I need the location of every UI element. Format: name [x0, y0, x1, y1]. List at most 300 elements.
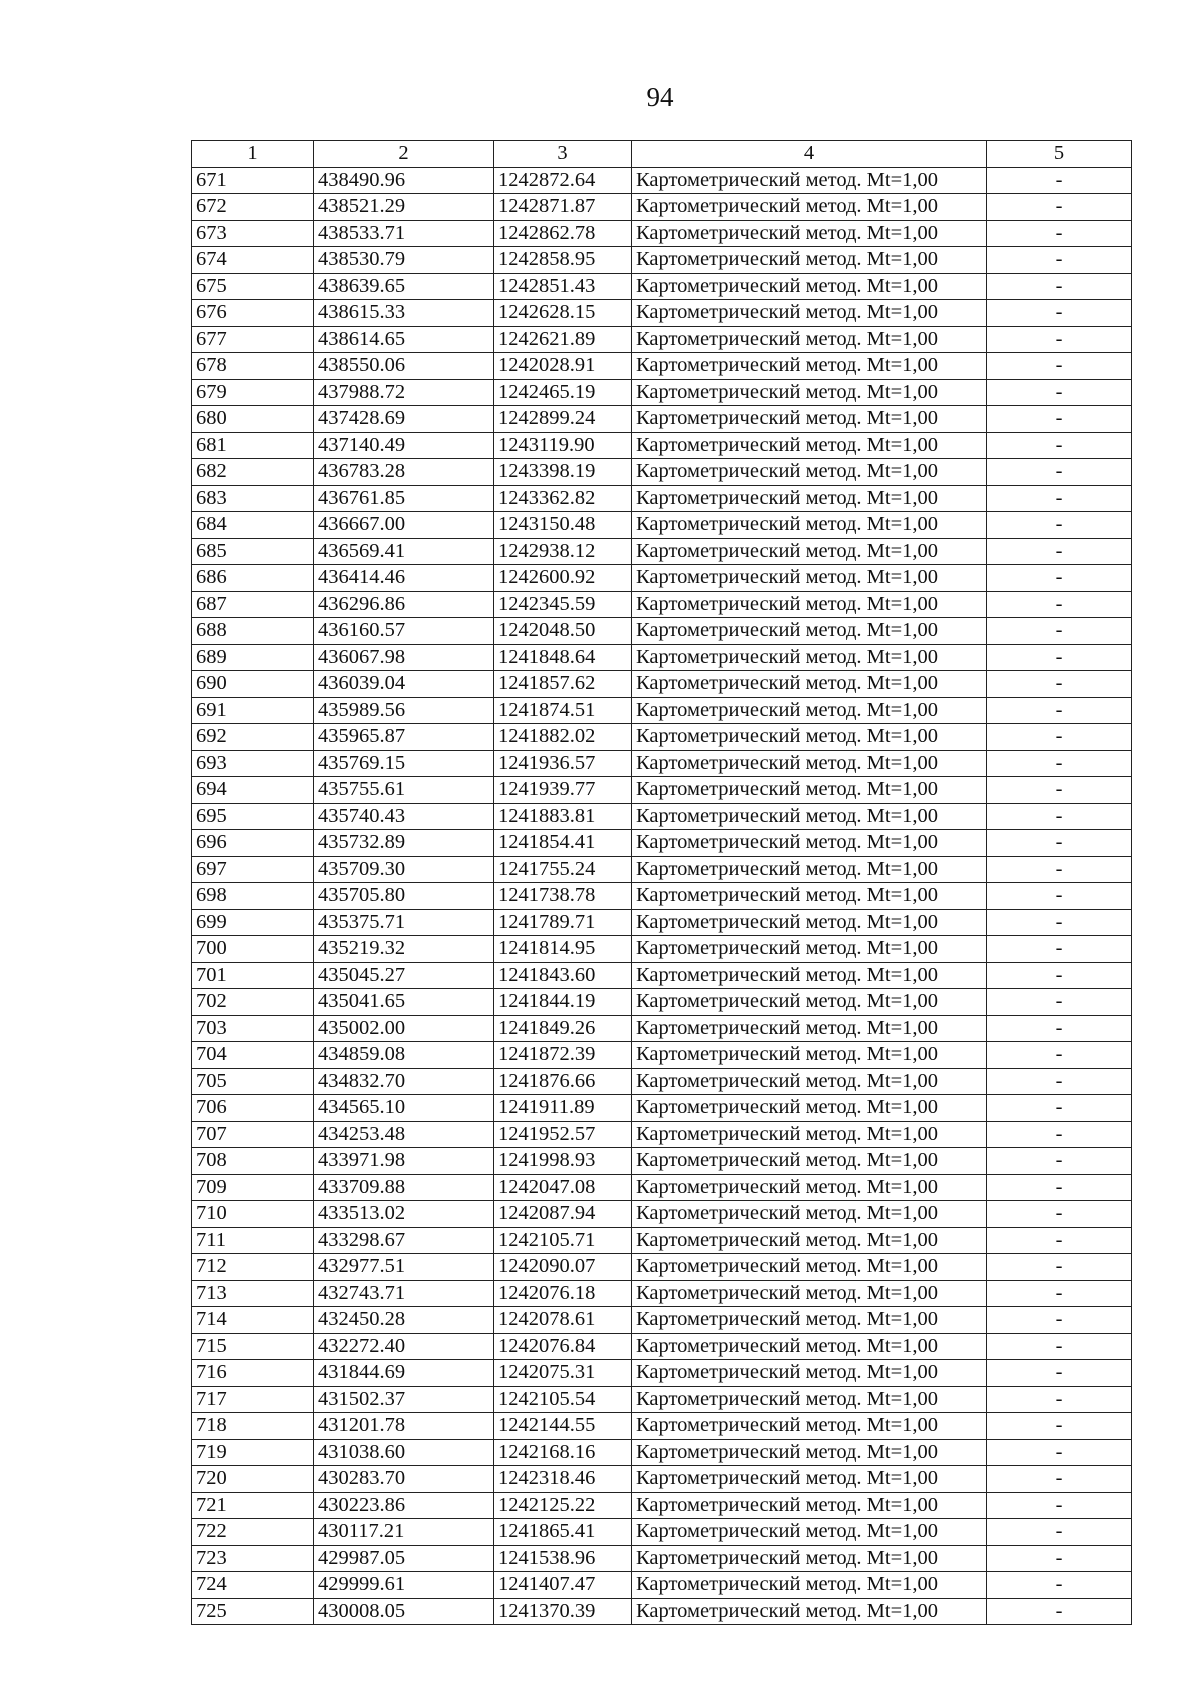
point-number-cell: 684 [192, 512, 314, 539]
x-coordinate-cell: 435705.80 [314, 883, 494, 910]
x-coordinate-cell: 430117.21 [314, 1519, 494, 1546]
note-cell: - [987, 1598, 1132, 1625]
point-number-cell: 720 [192, 1466, 314, 1493]
x-coordinate-cell: 432450.28 [314, 1307, 494, 1334]
y-coordinate-cell: 1241857.62 [494, 671, 632, 698]
table-row [192, 1095, 1132, 1122]
y-coordinate-cell: 1241911.89 [494, 1095, 632, 1122]
y-coordinate-cell: 1243119.90 [494, 432, 632, 459]
table-row [192, 1519, 1132, 1546]
point-number-cell: 702 [192, 989, 314, 1016]
x-coordinate-cell: 438521.29 [314, 194, 494, 221]
point-number-cell: 683 [192, 485, 314, 512]
y-coordinate-cell: 1241883.81 [494, 803, 632, 830]
x-coordinate-cell: 430008.05 [314, 1598, 494, 1625]
table-row [192, 883, 1132, 910]
table-row [192, 194, 1132, 221]
table-row [192, 1227, 1132, 1254]
method-cell: Картометрический метод. Mt=1,00 [632, 830, 987, 857]
method-cell: Картометрический метод. Mt=1,00 [632, 538, 987, 565]
method-cell: Картометрический метод. Mt=1,00 [632, 883, 987, 910]
table-row [192, 432, 1132, 459]
table-row [192, 300, 1132, 327]
x-coordinate-cell: 435709.30 [314, 856, 494, 883]
point-number-cell: 709 [192, 1174, 314, 1201]
x-coordinate-cell: 437988.72 [314, 379, 494, 406]
note-cell: - [987, 1227, 1132, 1254]
point-number-cell: 673 [192, 220, 314, 247]
table-row [192, 644, 1132, 671]
method-cell: Картометрический метод. Mt=1,00 [632, 671, 987, 698]
y-coordinate-cell: 1242087.94 [494, 1201, 632, 1228]
x-coordinate-cell: 431502.37 [314, 1386, 494, 1413]
x-coordinate-cell: 435219.32 [314, 936, 494, 963]
method-cell: Картометрический метод. Mt=1,00 [632, 1121, 987, 1148]
point-number-cell: 719 [192, 1439, 314, 1466]
y-coordinate-cell: 1241939.77 [494, 777, 632, 804]
method-cell: Картометрический метод. Mt=1,00 [632, 962, 987, 989]
point-number-cell: 718 [192, 1413, 314, 1440]
y-coordinate-cell: 1242858.95 [494, 247, 632, 274]
table-row [192, 1333, 1132, 1360]
table-row [192, 909, 1132, 936]
point-number-cell: 690 [192, 671, 314, 698]
x-coordinate-cell: 436667.00 [314, 512, 494, 539]
x-coordinate-cell: 430223.86 [314, 1492, 494, 1519]
table-row [192, 459, 1132, 486]
note-cell: - [987, 1174, 1132, 1201]
x-coordinate-cell: 436067.98 [314, 644, 494, 671]
note-cell: - [987, 1042, 1132, 1069]
method-cell: Картометрический метод. Mt=1,00 [632, 1042, 987, 1069]
table-row [192, 591, 1132, 618]
table-row [192, 1121, 1132, 1148]
table-row [192, 485, 1132, 512]
y-coordinate-cell: 1242318.46 [494, 1466, 632, 1493]
note-cell: - [987, 697, 1132, 724]
y-coordinate-cell: 1242851.43 [494, 273, 632, 300]
note-cell: - [987, 1095, 1132, 1122]
table-row [192, 671, 1132, 698]
table-row [192, 1201, 1132, 1228]
note-cell: - [987, 459, 1132, 486]
x-coordinate-cell: 437140.49 [314, 432, 494, 459]
method-cell: Картометрический метод. Mt=1,00 [632, 326, 987, 353]
y-coordinate-cell: 1242047.08 [494, 1174, 632, 1201]
point-number-cell: 723 [192, 1545, 314, 1572]
table-row [192, 1280, 1132, 1307]
method-cell: Картометрический метод. Mt=1,00 [632, 856, 987, 883]
y-coordinate-cell: 1241865.41 [494, 1519, 632, 1546]
note-cell: - [987, 1545, 1132, 1572]
method-cell: Картометрический метод. Mt=1,00 [632, 273, 987, 300]
x-coordinate-cell: 435041.65 [314, 989, 494, 1016]
note-cell: - [987, 1254, 1132, 1281]
method-cell: Картометрический метод. Mt=1,00 [632, 1413, 987, 1440]
y-coordinate-cell: 1242048.50 [494, 618, 632, 645]
point-number-cell: 691 [192, 697, 314, 724]
x-coordinate-cell: 433513.02 [314, 1201, 494, 1228]
method-cell: Картометрический метод. Mt=1,00 [632, 1492, 987, 1519]
method-cell: Картометрический метод. Mt=1,00 [632, 406, 987, 433]
x-coordinate-cell: 435989.56 [314, 697, 494, 724]
note-cell: - [987, 856, 1132, 883]
table-row [192, 220, 1132, 247]
point-number-cell: 716 [192, 1360, 314, 1387]
table-row [192, 1572, 1132, 1599]
y-coordinate-cell: 1241843.60 [494, 962, 632, 989]
y-coordinate-cell: 1242872.64 [494, 167, 632, 194]
table-row [192, 1439, 1132, 1466]
x-coordinate-cell: 436039.04 [314, 671, 494, 698]
note-cell: - [987, 1148, 1132, 1175]
y-coordinate-cell: 1243362.82 [494, 485, 632, 512]
point-number-cell: 681 [192, 432, 314, 459]
method-cell: Картометрический метод. Mt=1,00 [632, 247, 987, 274]
x-coordinate-cell: 438530.79 [314, 247, 494, 274]
y-coordinate-cell: 1242938.12 [494, 538, 632, 565]
x-coordinate-cell: 436160.57 [314, 618, 494, 645]
table-row [192, 1545, 1132, 1572]
y-coordinate-cell: 1241814.95 [494, 936, 632, 963]
note-cell: - [987, 644, 1132, 671]
table-row [192, 379, 1132, 406]
x-coordinate-cell: 435965.87 [314, 724, 494, 751]
method-cell: Картометрический метод. Mt=1,00 [632, 1201, 987, 1228]
point-number-cell: 725 [192, 1598, 314, 1625]
y-coordinate-cell: 1241844.19 [494, 989, 632, 1016]
table-row [192, 1042, 1132, 1069]
method-cell: Картометрический метод. Mt=1,00 [632, 1227, 987, 1254]
y-coordinate-cell: 1242075.31 [494, 1360, 632, 1387]
y-coordinate-cell: 1242105.71 [494, 1227, 632, 1254]
table-row [192, 1360, 1132, 1387]
y-coordinate-cell: 1241876.66 [494, 1068, 632, 1095]
table-row [192, 1598, 1132, 1625]
x-coordinate-cell: 436783.28 [314, 459, 494, 486]
table-row [192, 803, 1132, 830]
x-coordinate-cell: 436296.86 [314, 591, 494, 618]
method-cell: Картометрический метод. Mt=1,00 [632, 644, 987, 671]
table-row [192, 1174, 1132, 1201]
note-cell: - [987, 750, 1132, 777]
y-coordinate-cell: 1242168.16 [494, 1439, 632, 1466]
point-number-cell: 707 [192, 1121, 314, 1148]
point-number-cell: 698 [192, 883, 314, 910]
note-cell: - [987, 962, 1132, 989]
y-coordinate-cell: 1243150.48 [494, 512, 632, 539]
method-cell: Картометрический метод. Mt=1,00 [632, 459, 987, 486]
table-row [192, 1254, 1132, 1281]
point-number-cell: 693 [192, 750, 314, 777]
x-coordinate-cell: 435769.15 [314, 750, 494, 777]
method-cell: Картометрический метод. Mt=1,00 [632, 1545, 987, 1572]
table-row [192, 724, 1132, 751]
table-row [192, 618, 1132, 645]
note-cell: - [987, 1572, 1132, 1599]
point-number-cell: 715 [192, 1333, 314, 1360]
method-cell: Картометрический метод. Mt=1,00 [632, 750, 987, 777]
method-cell: Картометрический метод. Mt=1,00 [632, 1307, 987, 1334]
point-number-cell: 692 [192, 724, 314, 751]
x-coordinate-cell: 433298.67 [314, 1227, 494, 1254]
x-coordinate-cell: 438614.65 [314, 326, 494, 353]
point-number-cell: 696 [192, 830, 314, 857]
x-coordinate-cell: 435375.71 [314, 909, 494, 936]
column-header-1: 1 [192, 141, 314, 168]
method-cell: Картометрический метод. Mt=1,00 [632, 1068, 987, 1095]
x-coordinate-cell: 437428.69 [314, 406, 494, 433]
method-cell: Картометрический метод. Mt=1,00 [632, 1572, 987, 1599]
y-coordinate-cell: 1241872.39 [494, 1042, 632, 1069]
y-coordinate-cell: 1242621.89 [494, 326, 632, 353]
y-coordinate-cell: 1241882.02 [494, 724, 632, 751]
point-number-cell: 713 [192, 1280, 314, 1307]
note-cell: - [987, 353, 1132, 380]
x-coordinate-cell: 433709.88 [314, 1174, 494, 1201]
note-cell: - [987, 671, 1132, 698]
method-cell: Картометрический метод. Mt=1,00 [632, 909, 987, 936]
note-cell: - [987, 432, 1132, 459]
x-coordinate-cell: 435755.61 [314, 777, 494, 804]
y-coordinate-cell: 1241874.51 [494, 697, 632, 724]
y-coordinate-cell: 1242028.91 [494, 353, 632, 380]
note-cell: - [987, 1333, 1132, 1360]
table-row [192, 1307, 1132, 1334]
y-coordinate-cell: 1241952.57 [494, 1121, 632, 1148]
point-number-cell: 721 [192, 1492, 314, 1519]
y-coordinate-cell: 1241854.41 [494, 830, 632, 857]
note-cell: - [987, 273, 1132, 300]
table-row [192, 1068, 1132, 1095]
method-cell: Картометрический метод. Mt=1,00 [632, 1439, 987, 1466]
point-number-cell: 724 [192, 1572, 314, 1599]
note-cell: - [987, 1360, 1132, 1387]
method-cell: Картометрический метод. Mt=1,00 [632, 618, 987, 645]
y-coordinate-cell: 1242090.07 [494, 1254, 632, 1281]
method-cell: Картометрический метод. Mt=1,00 [632, 777, 987, 804]
note-cell: - [987, 1201, 1132, 1228]
note-cell: - [987, 1280, 1132, 1307]
note-cell: - [987, 1068, 1132, 1095]
point-number-cell: 687 [192, 591, 314, 618]
note-cell: - [987, 326, 1132, 353]
point-number-cell: 682 [192, 459, 314, 486]
point-number-cell: 680 [192, 406, 314, 433]
x-coordinate-cell: 436569.41 [314, 538, 494, 565]
note-cell: - [987, 909, 1132, 936]
point-number-cell: 699 [192, 909, 314, 936]
point-number-cell: 675 [192, 273, 314, 300]
table-row [192, 406, 1132, 433]
note-cell: - [987, 989, 1132, 1016]
note-cell: - [987, 803, 1132, 830]
x-coordinate-cell: 431844.69 [314, 1360, 494, 1387]
column-header-4: 4 [632, 141, 987, 168]
method-cell: Картометрический метод. Mt=1,00 [632, 379, 987, 406]
point-number-cell: 676 [192, 300, 314, 327]
x-coordinate-cell: 434832.70 [314, 1068, 494, 1095]
x-coordinate-cell: 432743.71 [314, 1280, 494, 1307]
note-cell: - [987, 591, 1132, 618]
y-coordinate-cell: 1241538.96 [494, 1545, 632, 1572]
table-row [192, 247, 1132, 274]
method-cell: Картометрический метод. Mt=1,00 [632, 194, 987, 221]
y-coordinate-cell: 1241738.78 [494, 883, 632, 910]
x-coordinate-cell: 438533.71 [314, 220, 494, 247]
y-coordinate-cell: 1241755.24 [494, 856, 632, 883]
note-cell: - [987, 300, 1132, 327]
note-cell: - [987, 379, 1132, 406]
x-coordinate-cell: 435740.43 [314, 803, 494, 830]
point-number-cell: 704 [192, 1042, 314, 1069]
point-number-cell: 678 [192, 353, 314, 380]
table-row [192, 1413, 1132, 1440]
y-coordinate-cell: 1242076.18 [494, 1280, 632, 1307]
method-cell: Картометрический метод. Mt=1,00 [632, 353, 987, 380]
method-cell: Картометрический метод. Mt=1,00 [632, 1174, 987, 1201]
note-cell: - [987, 724, 1132, 751]
y-coordinate-cell: 1242465.19 [494, 379, 632, 406]
table-row [192, 353, 1132, 380]
method-cell: Картометрический метод. Mt=1,00 [632, 565, 987, 592]
note-cell: - [987, 1519, 1132, 1546]
method-cell: Картометрический метод. Mt=1,00 [632, 989, 987, 1016]
point-number-cell: 695 [192, 803, 314, 830]
table-row [192, 565, 1132, 592]
point-number-cell: 706 [192, 1095, 314, 1122]
note-cell: - [987, 936, 1132, 963]
note-cell: - [987, 1466, 1132, 1493]
point-number-cell: 712 [192, 1254, 314, 1281]
note-cell: - [987, 1386, 1132, 1413]
y-coordinate-cell: 1242899.24 [494, 406, 632, 433]
point-number-cell: 671 [192, 167, 314, 194]
x-coordinate-cell: 435002.00 [314, 1015, 494, 1042]
table-row [192, 1015, 1132, 1042]
y-coordinate-cell: 1241370.39 [494, 1598, 632, 1625]
x-coordinate-cell: 436414.46 [314, 565, 494, 592]
point-number-cell: 672 [192, 194, 314, 221]
x-coordinate-cell: 438490.96 [314, 167, 494, 194]
point-number-cell: 701 [192, 962, 314, 989]
y-coordinate-cell: 1242144.55 [494, 1413, 632, 1440]
page-number: 94 [646, 82, 674, 112]
point-number-cell: 685 [192, 538, 314, 565]
table-row [192, 167, 1132, 194]
x-coordinate-cell: 435045.27 [314, 962, 494, 989]
table-row [192, 1466, 1132, 1493]
table-row [192, 856, 1132, 883]
x-coordinate-cell: 429987.05 [314, 1545, 494, 1572]
y-coordinate-cell: 1241936.57 [494, 750, 632, 777]
table-row [192, 989, 1132, 1016]
method-cell: Картометрический метод. Mt=1,00 [632, 1466, 987, 1493]
x-coordinate-cell: 432272.40 [314, 1333, 494, 1360]
y-coordinate-cell: 1241789.71 [494, 909, 632, 936]
y-coordinate-cell: 1242078.61 [494, 1307, 632, 1334]
x-coordinate-cell: 433971.98 [314, 1148, 494, 1175]
method-cell: Картометрический метод. Mt=1,00 [632, 512, 987, 539]
method-cell: Картометрический метод. Mt=1,00 [632, 591, 987, 618]
x-coordinate-cell: 438550.06 [314, 353, 494, 380]
column-header-2: 2 [314, 141, 494, 168]
table-row [192, 830, 1132, 857]
method-cell: Картометрический метод. Mt=1,00 [632, 936, 987, 963]
point-number-cell: 679 [192, 379, 314, 406]
point-number-cell: 711 [192, 1227, 314, 1254]
x-coordinate-cell: 432977.51 [314, 1254, 494, 1281]
method-cell: Картометрический метод. Mt=1,00 [632, 1519, 987, 1546]
point-number-cell: 700 [192, 936, 314, 963]
point-number-cell: 705 [192, 1068, 314, 1095]
note-cell: - [987, 512, 1132, 539]
method-cell: Картометрический метод. Mt=1,00 [632, 1015, 987, 1042]
x-coordinate-cell: 434565.10 [314, 1095, 494, 1122]
point-number-cell: 714 [192, 1307, 314, 1334]
y-coordinate-cell: 1241998.93 [494, 1148, 632, 1175]
point-number-cell: 689 [192, 644, 314, 671]
point-number-cell: 694 [192, 777, 314, 804]
table-row [192, 1148, 1132, 1175]
y-coordinate-cell: 1242871.87 [494, 194, 632, 221]
note-cell: - [987, 1492, 1132, 1519]
note-cell: - [987, 538, 1132, 565]
x-coordinate-cell: 434859.08 [314, 1042, 494, 1069]
point-number-cell: 708 [192, 1148, 314, 1175]
method-cell: Картометрический метод. Mt=1,00 [632, 1360, 987, 1387]
note-cell: - [987, 406, 1132, 433]
note-cell: - [987, 1439, 1132, 1466]
x-coordinate-cell: 431038.60 [314, 1439, 494, 1466]
table-row [192, 962, 1132, 989]
x-coordinate-cell: 436761.85 [314, 485, 494, 512]
y-coordinate-cell: 1241407.47 [494, 1572, 632, 1599]
note-cell: - [987, 777, 1132, 804]
point-number-cell: 674 [192, 247, 314, 274]
note-cell: - [987, 167, 1132, 194]
method-cell: Картометрический метод. Mt=1,00 [632, 1333, 987, 1360]
table-row [192, 777, 1132, 804]
table-row [192, 936, 1132, 963]
table-row [192, 326, 1132, 353]
note-cell: - [987, 1413, 1132, 1440]
coordinates-table [191, 140, 1132, 1625]
method-cell: Картометрический метод. Mt=1,00 [632, 697, 987, 724]
column-header-3: 3 [494, 141, 632, 168]
point-number-cell: 697 [192, 856, 314, 883]
point-number-cell: 686 [192, 565, 314, 592]
method-cell: Картометрический метод. Mt=1,00 [632, 803, 987, 830]
y-coordinate-cell: 1242628.15 [494, 300, 632, 327]
method-cell: Картометрический метод. Mt=1,00 [632, 432, 987, 459]
table-row [192, 1386, 1132, 1413]
method-cell: Картометрический метод. Mt=1,00 [632, 1254, 987, 1281]
table-row [192, 273, 1132, 300]
table-row [192, 538, 1132, 565]
note-cell: - [987, 247, 1132, 274]
y-coordinate-cell: 1242125.22 [494, 1492, 632, 1519]
x-coordinate-cell: 434253.48 [314, 1121, 494, 1148]
method-cell: Картометрический метод. Mt=1,00 [632, 1095, 987, 1122]
note-cell: - [987, 830, 1132, 857]
point-number-cell: 688 [192, 618, 314, 645]
y-coordinate-cell: 1242600.92 [494, 565, 632, 592]
method-cell: Картометрический метод. Mt=1,00 [632, 300, 987, 327]
y-coordinate-cell: 1242105.54 [494, 1386, 632, 1413]
note-cell: - [987, 618, 1132, 645]
x-coordinate-cell: 438615.33 [314, 300, 494, 327]
